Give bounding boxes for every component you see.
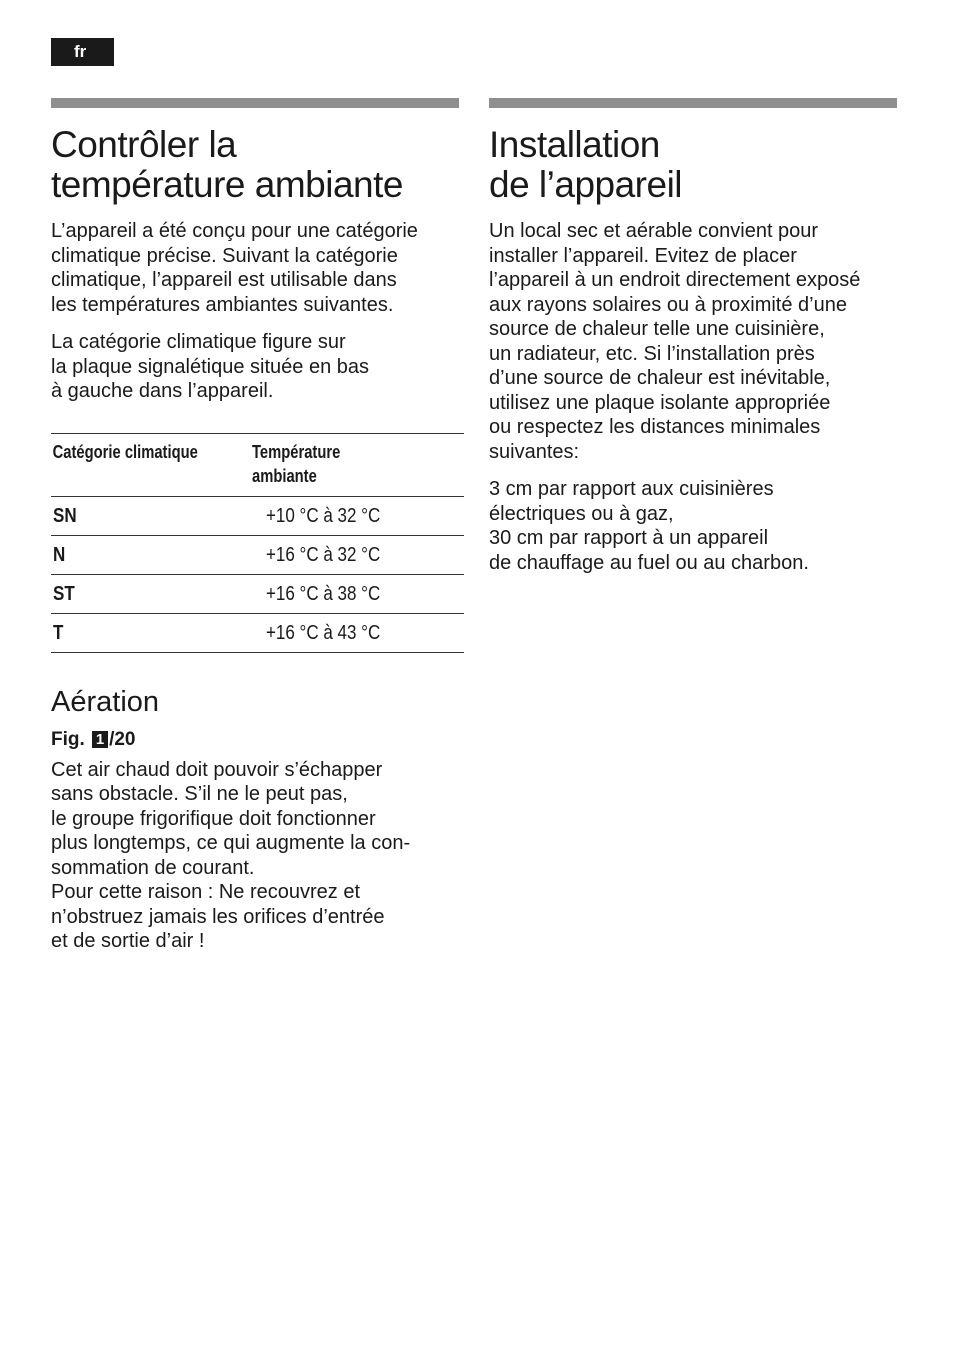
category-code: ST <box>53 582 75 605</box>
category-code: SN <box>53 504 77 527</box>
right-column <box>489 98 899 575</box>
table-row <box>51 613 464 652</box>
table-row <box>51 535 464 574</box>
section-title-aeration: Aération <box>51 685 160 718</box>
header-category: Catégorie climatique <box>52 441 198 462</box>
header-temperature: Température ambiante <box>252 441 341 486</box>
installation-paragraph: Un local sec et aérable convient pour installer l’appareil. Evitez de placer l’appareil à un endroit directement exposé aux rayons solaires ou à proximité d’une source de chaleur telle une cuisinière, un radiateur, etc. Si l’installation près d’une source de chaleur est inévitable, utilisez une plaque isolante appropriée ou respectez les distances minimales suivantes: <box>489 220 861 463</box>
plate-paragraph: La catégorie climatique figure sur la plaque signalétique située en bas à gauche dans l’appareil. <box>51 331 370 402</box>
category-code: N <box>53 543 66 566</box>
table-row <box>51 574 464 613</box>
language-tab: fr <box>51 38 114 66</box>
climate-class-table <box>51 433 464 653</box>
table-header-row <box>51 433 464 496</box>
intro-paragraph: L’appareil a été conçu pour une catégorie climatique précise. Suivant la catégorie climatique, l’appareil est utilisable dans les températures ambiantes suivantes. <box>51 220 418 316</box>
section-title-installation: Installation de l’appareil <box>489 124 683 205</box>
temperature-range: +16 °C à 32 °C <box>266 543 381 566</box>
temperature-range: +16 °C à 43 °C <box>266 621 381 644</box>
section-title-temperature: Contrôler la température ambiante <box>51 124 403 205</box>
aeration-paragraph: Cet air chaud doit pouvoir s’échapper sans obstacle. S’il ne le peut pas, le groupe frigorifique doit fonctionner plus longtemps, ce qui augmente la con- sommation de courant. Pour cette raison : Ne recouvrez et n’obstruez jamais les orifices d’entrée et de sortie d’air ! <box>51 758 411 952</box>
category-code: T <box>53 621 64 644</box>
figure-number-badge: 1 <box>92 731 108 748</box>
distance-paragraph: 3 cm par rapport aux cuisinières électriques ou à gaz, 30 cm par rapport à un appareil de chauffage au fuel ou au charbon. <box>489 478 809 574</box>
left-column <box>51 98 465 954</box>
section-rule <box>489 98 897 108</box>
temperature-range: +16 °C à 38 °C <box>266 582 381 605</box>
temperature-range: +10 °C à 32 °C <box>266 504 381 527</box>
figure-reference: Fig. 1 /20 <box>51 728 136 750</box>
table-row <box>51 496 464 535</box>
section-rule <box>51 98 459 108</box>
